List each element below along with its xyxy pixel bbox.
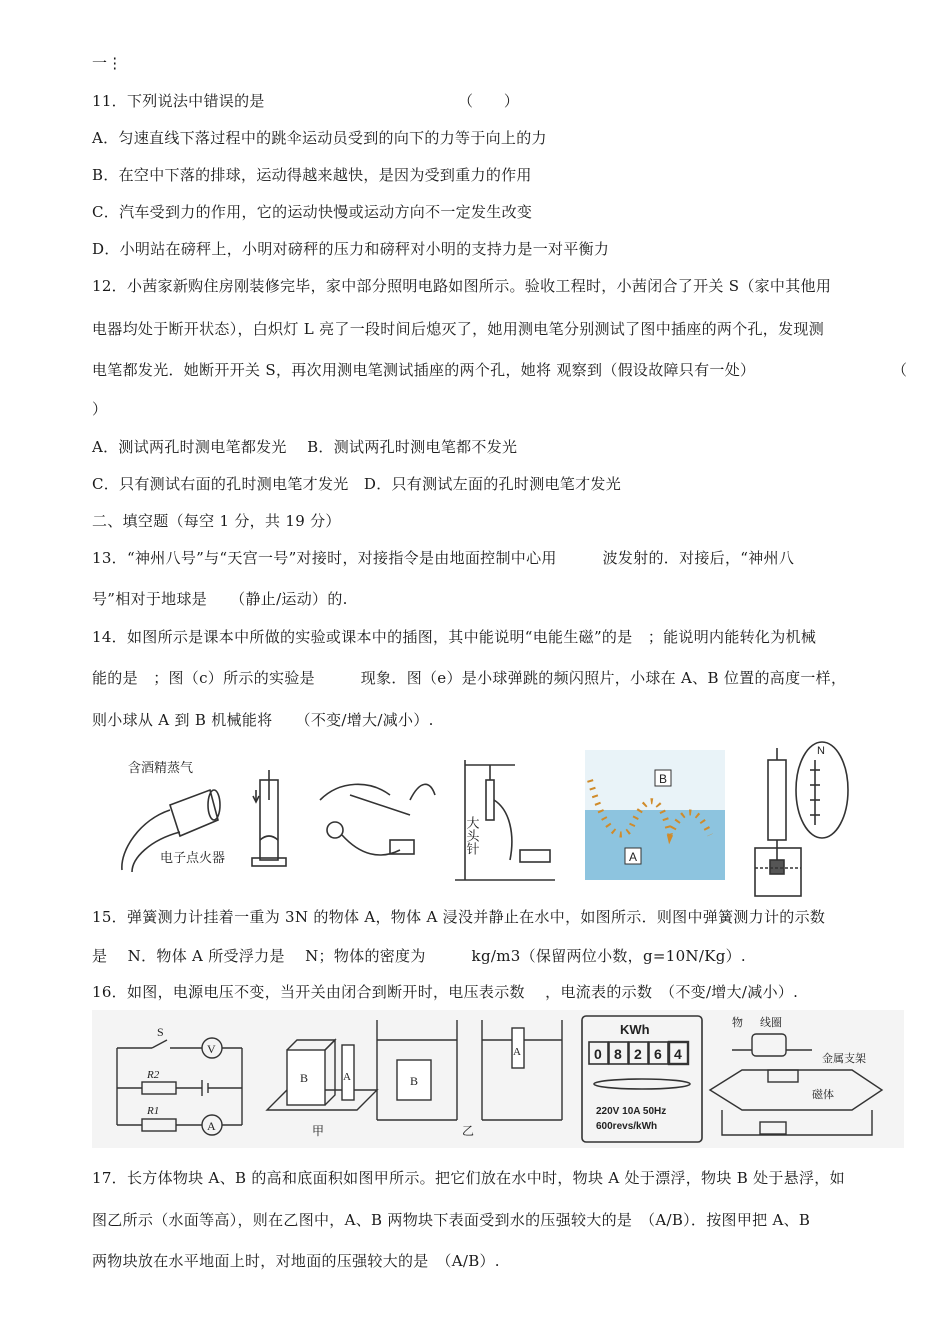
q17-line-1: 17．长方体物块 A、B 的高和底面积如图甲所示。把它们放在水中时，物块 A 处于漂浮，物块 B 处于悬浮，如 — [92, 1169, 845, 1187]
meter-digit-5: 4 — [674, 1046, 682, 1062]
figure-e-bouncing-ball — [585, 750, 725, 880]
apparatus-support-label: 金属支架 — [822, 1053, 866, 1065]
apparatus-body-label: 磁体 — [812, 1089, 834, 1101]
q15-line-2: 是 N．物体 A 所受浮力是 N；物体的密度为 kg/m3（保留两位小数，g=10N/Kg）. — [92, 947, 746, 965]
q16-figure-row — [92, 1010, 904, 1148]
figure-d-label: 大头针 — [464, 816, 480, 855]
q12-line-1: 12．小茜家新购住房刚装修完毕，家中部分照明电路如图所示。验收工程时，小茜闭合了开关 S（家中其他用 — [92, 277, 832, 295]
figure-a-ignition — [122, 760, 225, 872]
q11-option-a: A．匀速直线下落过程中的跳伞运动员受到的向下的力等于向上的力 — [92, 129, 547, 147]
apparatus-wu-label: 物 — [732, 1017, 743, 1029]
yi-label: 乙 — [462, 1124, 475, 1138]
figure-c-hands — [320, 784, 435, 855]
q12-options-cd: C．只有测试右面的孔时测电笔才发光 D．只有测试左面的孔时测电笔才发光 — [92, 475, 622, 493]
q12-bracket-close: ） — [92, 400, 108, 418]
yi-block-b-label: B — [410, 1074, 419, 1088]
meter-digit-2: 8 — [614, 1046, 622, 1062]
meter-spec-2: 600revs/kWh — [596, 1121, 658, 1132]
jia-block-b-label: B — [300, 1071, 309, 1085]
q11-option-c: C．汽车受到力的作用，它的运动快慢或运动方向不一定发生改变 — [92, 203, 533, 221]
q15-line-1: 15．弹簧测力计挂着一重为 3N 的物体 A，物体 A 浸没并静止在水中，如图所示．则图中弹簧测力计的示数 — [92, 908, 826, 926]
meter-digit-3: 2 — [634, 1046, 642, 1062]
yi-block-a-label: A — [513, 1046, 521, 1058]
q11-stem-text: 11．下列说法中错误的是 — [92, 92, 265, 110]
figure-a-label-bottom: 电子点火器 — [160, 850, 226, 865]
q14-figures-svg — [110, 740, 860, 900]
q14-line-3: 则小球从 A 到 B 机械能将 （不变/增大/减小）. — [92, 711, 434, 729]
figure-f-spring-balance — [755, 742, 848, 896]
figure-a-label-top: 含酒精蒸气 — [128, 760, 194, 775]
q12-options-ab: A．测试两孔时测电笔都发光 B．测试两孔时测电笔都不发光 — [92, 438, 518, 456]
q11-answer-bracket: （ ） — [458, 92, 520, 110]
voltmeter-label: V — [207, 1042, 216, 1056]
q12-line-3: 电笔都发光．她断开开关 S，再次用测电笔测试插座的两个孔，她将 观察到（假设故障只有一处） — [92, 361, 756, 379]
figure-e-label-b: B — [659, 772, 668, 786]
q16-line-1: 16．如图，电源电压不变，当开关由闭合到断开时，电压表示数 ，电流表的示数 （不变/增大/减小）. — [92, 983, 799, 1001]
figure-b-syringe — [252, 770, 286, 866]
q17-line-3: 两物块放在水平地面上时，对地面的压强较大的是 （A/B）. — [92, 1252, 500, 1270]
section-heading: 二、填空题（每空 1 分，共 19 分） — [92, 512, 341, 530]
meter-digit-1: 0 — [594, 1046, 602, 1062]
q12-line-2: 电器均处于断开状态），白炽灯 L 亮了一段时间后熄灭了，她用测电笔分别测试了图中插座的两个孔，发现测 — [92, 320, 825, 338]
jia-label: 甲 — [312, 1124, 325, 1138]
meter-title: KWh — [620, 1022, 650, 1037]
figure-f-label-n: N — [817, 745, 825, 757]
switch-label: S — [157, 1025, 164, 1039]
r2-label: R2 — [147, 1069, 160, 1081]
meter-spec-1: 220V 10A 50Hz — [596, 1106, 667, 1117]
q14-line-2: 能的是 ；图（c）所示的实验是 现象．图（e）是小球弹跳的频闪照片，小球在 A、B 位置的高度一样， — [92, 669, 847, 687]
q11-option-b: B．在空中下落的排球，运动得越来越快，是因为受到重力的作用 — [92, 166, 532, 184]
ammeter-label: A — [207, 1119, 216, 1133]
q13-line-1: 13．“神州八号”与“天宫一号”对接时，对接指令是由地面控制中心用 波发射的．对接后，“神州八 — [92, 549, 795, 567]
q14-line-1: 14．如图所示是课本中所做的实验或课本中的插图，其中能说明“电能生磁”的是 ；能说明内能转化为机械 — [92, 628, 817, 646]
meter-digit-4: 6 — [654, 1046, 662, 1062]
q14-figure-row — [110, 740, 860, 900]
q16-figures-svg — [92, 1010, 904, 1148]
figure-d-electromagnet — [455, 760, 555, 880]
q12-bracket-open: （ — [892, 361, 908, 379]
r1-label: R1 — [147, 1105, 160, 1117]
q11-stem — [92, 90, 265, 111]
apparatus-coil-label: 线圈 — [760, 1017, 782, 1029]
figure-e-label-a: A — [629, 850, 638, 864]
jia-block-a-label: A — [343, 1071, 351, 1083]
q17-line-2: 图乙所示（水面等高），则在乙图中，A、B 两物块下表面受到水的压强较大的是 （A/B）．按图甲把 A、B — [92, 1211, 811, 1229]
header-mark: 一⋮ — [92, 54, 123, 72]
q13-line-2: 号”相对于地球是 （静止/运动）的. — [92, 590, 348, 608]
q11-option-d: D．小明站在磅秤上，小明对磅秤的压力和磅秤对小明的支持力是一对平衡力 — [92, 240, 610, 258]
